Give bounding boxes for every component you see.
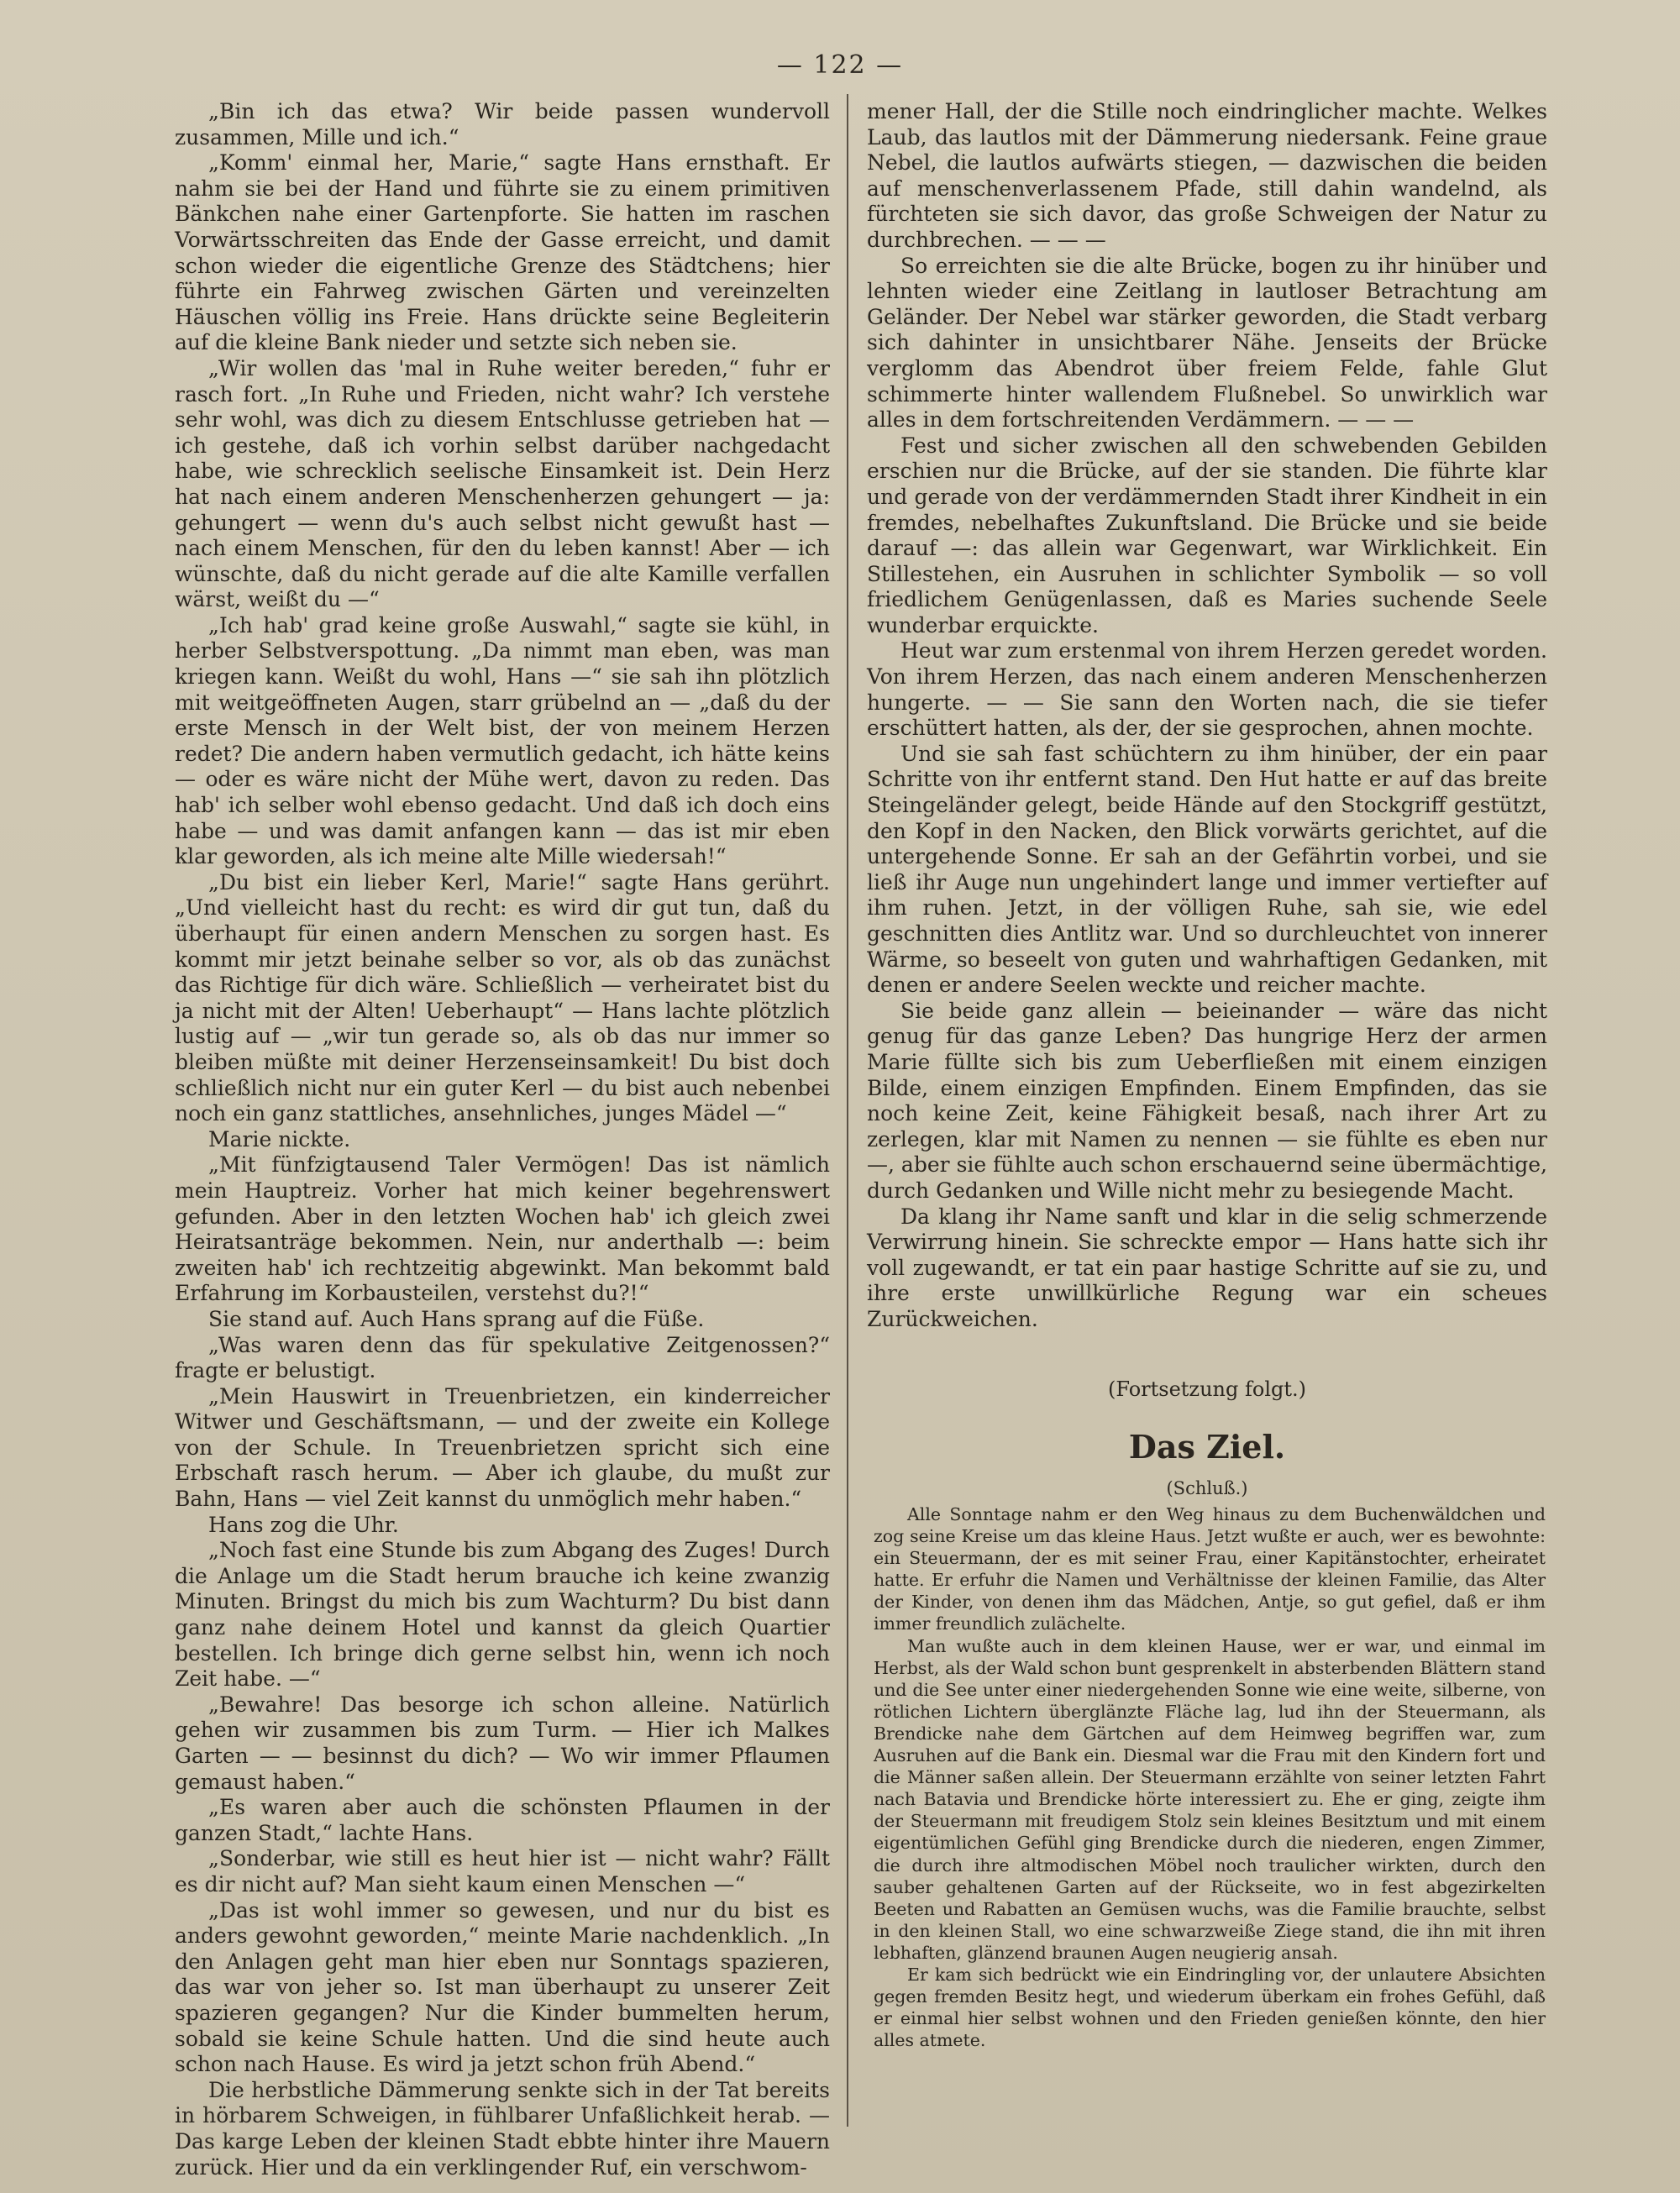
page-number: — 122 — <box>776 50 904 80</box>
paragraph: „Bin ich das etwa? Wir beide passen wundervoll zusammen, Mille und ich.“ <box>175 99 830 150</box>
paragraph: „Du bist ein lieber Kerl, Marie!“ sagte Hans gerührt. „Und vielleicht hast du recht: es wird dir gut tun, daß du überhaupt für einen andern Menschen zu sorgen hast. Es kommt mir jetzt beinahe selber so vor, als ob das zunächst das Richtige für dich wäre. Schließlich — verheiratet bist du ja nicht mit der Alten! Ueberhaupt“ — Hans lachte plötzlich lustig auf — „wir tun gerade so, als ob das nur immer so bleiben müßte mit deiner Herzenseinsamkeit! Du bist doch schließlich nicht nur ein guter Kerl — du bist auch nebenbei noch ein ganz stattliches, ansehnliches, junges Mädel —“ <box>175 869 830 1126</box>
paragraph: „Es waren aber auch die schönsten Pflaumen in der ganzen Stadt,“ lachte Hans. <box>175 1795 830 1845</box>
paragraph: „Mein Hauswirt in Treuenbrietzen, ein kinderreicher Witwer und Geschäftsmann, — und der zweite ein Kollege von der Schule. In Treuenbrietzen spricht sich eine Erbschaft rasch herum. — Aber ich glaube, du mußt zur Bahn, Hans — viel Zeit kannst du unmöglich mehr haben.“ <box>175 1383 830 1512</box>
article-subtitle: (Schluß.) <box>1166 1478 1248 1498</box>
paragraph: Und sie sah fast schüchtern zu ihm hinüber, der ein paar Schritte von ihr entfernt stand. Den Hut hatte er auf das breite Steingeländer gelegt, beide Hände auf den Stockgriff gestützt, den Kopf in den Nacken, den Blick vorwärts gerichtet, auf die untergehende Sonne. Er sah an der Gefährtin vorbei, und sie ließ ihr Auge nun ungehindert lange und immer vertiefter auf ihm ruhen. Jetzt, in der völligen Ruhe, sah sie, wie edel geschnitten dies Antlitz war. Und so durchleuchtet von innerer Wärme, so beseelt von guten und wahrhaftigen Gedanken, mit denen er andere Seelen weckte und reicher machte. <box>867 741 1547 998</box>
paragraph: Da klang ihr Name sanft und klar in die selig schmerzende Verwirrung hinein. Sie schreckte empor — Hans hatte sich ihr voll zugewandt, er tat ein paar hastige Schritte auf sie zu, und ihre erste unwillkürliche Regung war ein scheues Zurückweichen. <box>867 1204 1547 1331</box>
paragraph: Sie stand auf. Auch Hans sprang auf die Füße. <box>208 1306 705 1331</box>
to-be-continued-note: (Fortsetzung folgt.) <box>1108 1377 1306 1401</box>
left-column <box>175 99 830 2180</box>
paragraph: Hans zog die Uhr. <box>208 1512 399 1537</box>
column-divider <box>847 94 848 2127</box>
paragraph: „Komm' einmal her, Marie,“ sagte Hans ernsthaft. Er nahm sie bei der Hand und führte sie zu einem primitiven Bänkchen nahe einer Gartenpforte. Sie hatten im raschen Vorwärtsschreiten das Ende der Gasse erreicht, und damit schon wieder die eigentliche Grenze des Städtchens; hier führte ein Fahrweg zwischen Gärten und vereinzelten Häuschen völlig ins Freie. Hans drückte seine Begleiterin auf die kleine Bank nieder und setzte sich neben sie. <box>175 150 830 355</box>
paragraph: Fest und sicher zwischen all den schwebenden Gebilden erschien nur die Brücke, auf der sie standen. Die führte klar und gerade von der verdämmernden Stadt ihrer Kindheit in ein fremdes, nebelhaftes Zukunftsland. Die Brücke und sie beide darauf —: das allein war Gegenwart, war Wirklichkeit. Ein Stillestehen, ein Ausruhen in schlichter Symbolik — so voll friedlichem Genügenlassen, daß es Maries suchende Seele wunderbar erquickte. <box>867 433 1547 637</box>
paragraph: „Sonderbar, wie still es heut hier ist — nicht wahr? Fällt es dir nicht auf? Man sieht kaum einen Menschen —“ <box>175 1846 830 1897</box>
paragraph: Sie beide ganz allein — beieinander — wäre das nicht genug für das ganze Leben? Das hungrige Herz der armen Marie füllte sich bis zum Ueberfließen mit einem einzigen Bilde, einem einzigen Empfinden. Einem Empfinden, das sie noch keine Zeit, keine Fähigkeit besaß, nach ihrer Art zu zerlegen, klar mit Namen zu nennen — sie fühlte es eben nur —, aber sie fühlte auch schon erschauernd seine übermächtige, durch Gedanken und Wille nicht mehr zu besiegende Macht. <box>867 998 1547 1203</box>
paragraph: „Ich hab' grad keine große Auswahl,“ sagte sie kühl, in herber Selbstverspottung. „Da nimmt man eben, was man kriegen kann. Weißt du wohl, Hans —“ sie sah ihn plötzlich mit weitgeöffneten Augen, starr grübelnd an — „daß du der erste Mensch in der Welt bist, der von meinem Herzen redet? Die andern haben vermutlich gedacht, ich hätte keins — oder es wäre nicht der Mühe wert, davon zu reden. Das hab' ich selber wohl ebenso gedacht. Und daß ich doch eins habe — und was damit anfangen kann — das ist mir eben klar geworden, als ich meine alte Mille wiedersah!“ <box>175 612 830 869</box>
right-column-top <box>867 99 1547 1333</box>
paragraph: Heut war zum erstenmal von ihrem Herzen geredet worden. Von ihrem Herzen, das nach einem anderen Menschenherzen hungerte. — — Sie sann den Worten nach, die sie tiefer erschüttert hatten, als der, der sie gesprochen, ahnen mochte. <box>867 638 1547 741</box>
paragraph: „Mit fünfzigtausend Taler Vermögen! Das ist nämlich mein Hauptreiz. Vorher hat mich keiner begehrenswert gefunden. Aber in den letzten Wochen hab' ich gleich zwei Heiratsanträge bekommen. Nein, nur anderthalb —: beim zweiten hab' ich rechtzeitig abgewinkt. Man bekommt bald Erfahrung im Korbausteilen, verstehst du?!“ <box>175 1152 830 1306</box>
paragraph: „Das ist wohl immer so gewesen, und nur du bist es anders gewohnt geworden,“ meinte Marie nachdenklich. „In den Anlagen geht man hier eben nur Sonntags spazieren, das war von jeher so. Ist man überhaupt zu unserer Zeit spazieren gegangen? Nur die Kinder bummelten herum, sobald sie keine Schule hatten. Und die sind heute auch schon nach Hause. Es wird ja jetzt schon früh Abend.“ <box>175 1897 830 2077</box>
paragraph: Man wußte auch in dem kleinen Hause, wer er war, und einmal im Herbst, als der Wald schon bunt gesprenkelt in absterbenden Blättern stand und die See unter einer niedergehenden Sonne wie eine weite, silberne, von rötlichen Lichtern überglänzte Fläche lag, lud ihn der Steuermann, als Brendicke nahe dem Gärtchen auf dem Heimweg begriffen war, zum Ausruhen auf die Bank ein. Diesmal war die Frau mit den Kindern fort und die Männer saßen allein. Der Steuermann erzählte von seiner letzten Fahrt nach Batavia und Brendicke hörte interessiert zu. Ehe er ging, zeigte ihm der Steuermann mit freudigem Stolz sein kleines Besitztum und mit einem eigentümlichen Gefühl ging Brendicke durch die niederen, engen Zimmer, die durch ihre altmodischen Möbel noch traulicher wirkten, durch den sauber gehaltenen Garten auf der Rückseite, wo in fest abgezirkelten Beeten und Rabatten an Gemüsen wuchs, was die Familie brauchte, selbst in den kleinen Stall, wo eine schwarzweiße Ziege stand, die ihn mit ihren lebhaften, glänzend braunen Augen neugierig ansah. <box>874 1635 1546 1963</box>
paragraph: Marie nickte. <box>208 1126 351 1152</box>
paragraph: Die herbstliche Dämmerung senkte sich in der Tat bereits in hörbarem Schweigen, in fühlbarer Unfaßlichkeit herab. — Das karge Leben der kleinen Stadt ebbte hinter ihre Mauern zurück. Hier und da ein verklingender Ruf, ein verschwom- <box>175 2077 830 2180</box>
paragraph: „Wir wollen das 'mal in Ruhe weiter bereden,“ fuhr er rasch fort. „In Ruhe und Frieden, nicht wahr? Ich verstehe sehr wohl, was dich zu diesem Entschlusse getrieben hat — ich gestehe, daß ich vorhin selbst darüber nachgedacht habe, wie schrecklich seelische Einsamkeit ist. Dein Herz hat nach einem anderen Menschenherzen gehungert — ja: gehungert — wenn du's auch selbst nicht gewußt hast — nach einem Menschen, für den du leben kannst! Aber — ich wünschte, daß du nicht gerade auf die alte Kamille verfallen wärst, weißt du —“ <box>175 355 830 612</box>
paragraph: So erreichten sie die alte Brücke, bogen zu ihr hinüber und lehnten wieder eine Zeitlang in lautloser Betrachtung am Geländer. Der Nebel war stärker geworden, die Stadt verbarg sich dahinter in unsichtbarer Nähe. Jenseits der Brücke verglomm das Abendrot über freiem Felde, fahle Glut schimmerte hinter wallendem Flußnebel. So unwirklich war alles in dem fortschreitenden Verdämmern. — — — <box>867 253 1547 433</box>
paragraph: Alle Sonntage nahm er den Weg hinaus zu dem Buchenwäldchen und zog seine Kreise um das kleine Haus. Jetzt wußte er auch, wer es bewohnte: ein Steuermann, der es mit seiner Frau, einer Kapitänstochter, erheiratet hatte. Er erfuhr die Namen und Verhältnisse der kleinen Familie, das Alter der Kinder, von denen ihm das Mädchen, Antje, so gut gefiel, daß er ihm immer freundlich zulächelte. <box>874 1504 1546 1634</box>
paragraph: „Bewahre! Das besorge ich schon alleine. Natürlich gehen wir zusammen bis zum Turm. — Hier ich Malkes Garten — — besinnst du dich? — Wo wir immer Pflaumen gemaust haben.“ <box>175 1692 830 1794</box>
paragraph: mener Hall, der die Stille noch eindringlicher machte. Welkes Laub, das lautlos mit der Dämmerung niedersank. Feine graue Nebel, die lautlos aufwärts stiegen, — dazwischen die beiden auf menschenverlassenem Pfade, still dahin wandelnd, als fürchteten sie sich davor, das große Schweigen der Natur zu durchbrechen. — — — <box>867 99 1547 252</box>
paragraph: „Noch fast eine Stunde bis zum Abgang des Zuges! Durch die Anlage um die Stadt herum brauche ich keine zwanzig Minuten. Bringst du mich bis zum Wachturm? Du bist dann ganz nahe deinem Hotel und kannst da gleich Quartier bestellen. Ich bringe dich gerne selbst hin, wenn ich noch Zeit habe. —“ <box>175 1538 830 1692</box>
right-column-bottom <box>874 1503 1546 2051</box>
paragraph: Er kam sich bedrückt wie ein Eindringling vor, der unlautere Absichten gegen fremden Besitz hegt, und wiederum überkam ein frohes Gefühl, daß er einmal hier selbst wohnen und den Frieden genießen könnte, den hier alles atmete. <box>874 1964 1546 2051</box>
paragraph: „Was waren denn das für spekulative Zeitgenossen?“ fragte er belustigt. <box>175 1332 830 1383</box>
article-title: Das Ziel. <box>1128 1428 1286 1466</box>
